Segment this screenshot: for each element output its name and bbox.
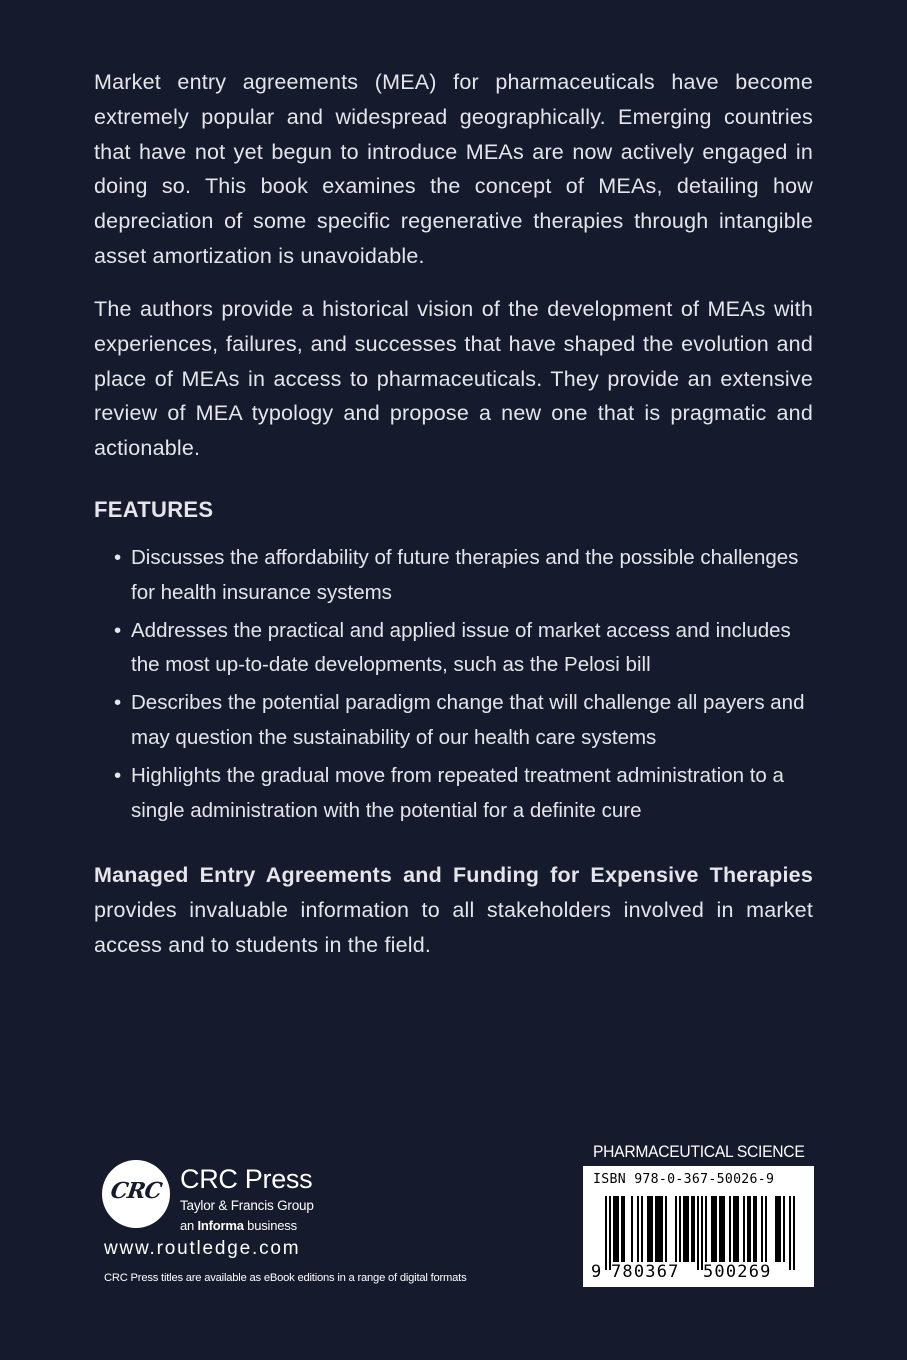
barcode-bar xyxy=(765,1196,767,1262)
barcode-bars xyxy=(605,1196,795,1262)
feature-text: Describes the potential paradigm change that will challenge all payers and may question the sustainability of our health care systems xyxy=(131,691,805,749)
barcode-bar xyxy=(641,1196,643,1262)
publisher-url[interactable]: www.routledge.com xyxy=(104,1238,301,1259)
barcode-bar xyxy=(609,1196,611,1270)
informa-suffix: business xyxy=(243,1218,297,1233)
barcode-bar xyxy=(623,1196,625,1262)
feature-item xyxy=(114,759,814,829)
bullet-icon: • xyxy=(114,763,122,787)
barcode-bar xyxy=(729,1196,731,1262)
barcode-digits-left: 780367 xyxy=(611,1262,680,1282)
barcode-bar xyxy=(687,1196,689,1262)
feature-item xyxy=(114,686,814,756)
barcode-bar xyxy=(723,1196,725,1262)
barcode-bar xyxy=(779,1196,781,1262)
barcode-bar xyxy=(605,1196,607,1270)
barcode-digit-lead: 9 xyxy=(591,1262,602,1282)
barcode-digits xyxy=(591,1262,806,1282)
barcode-bar xyxy=(705,1196,707,1262)
barcode-bar xyxy=(743,1196,745,1262)
barcode-bar xyxy=(789,1196,791,1270)
barcode-digits-right: 500269 xyxy=(703,1262,772,1282)
barcode-bar xyxy=(783,1196,785,1262)
barcode-bar xyxy=(665,1196,667,1262)
informa-prefix: an xyxy=(180,1218,198,1233)
barcode-bar xyxy=(737,1196,739,1262)
barcode-bar xyxy=(679,1196,681,1262)
barcode-bar xyxy=(701,1196,703,1270)
barcode-bar xyxy=(617,1196,619,1262)
closing-text: provides invaluable information to all stakeholders involved in market access and to students in the field. xyxy=(94,897,813,957)
bullet-icon: • xyxy=(114,546,122,569)
isbn-barcode xyxy=(583,1166,814,1287)
informa-name: Informa xyxy=(197,1218,244,1233)
barcode-bar xyxy=(715,1196,717,1262)
barcode-bar xyxy=(651,1196,653,1262)
barcode-bar xyxy=(631,1196,633,1262)
barcode-bar xyxy=(749,1196,751,1262)
barcode-bar xyxy=(755,1196,757,1262)
publisher-block xyxy=(102,1160,542,1290)
feature-text: Discusses the affordability of future therapies and the possible challenges for health insurance systems xyxy=(131,546,799,604)
bullet-icon: • xyxy=(114,618,122,642)
crc-logo-icon xyxy=(102,1160,170,1228)
book-title: Managed Entry Agreements and Funding for Expensive Therapies xyxy=(94,863,813,887)
feature-item xyxy=(114,614,814,684)
publisher-name: CRC Press xyxy=(180,1164,313,1194)
barcode-bar xyxy=(793,1196,795,1270)
features-list xyxy=(114,541,814,831)
publisher-informa-line xyxy=(180,1218,297,1233)
isbn-label: ISBN 978-0-367-50026-9 xyxy=(593,1172,775,1187)
barcode-bar xyxy=(661,1196,663,1262)
barcode-bar xyxy=(697,1196,699,1270)
barcode-bar xyxy=(675,1196,677,1262)
crc-logo-text: CRC xyxy=(109,1178,163,1204)
feature-text: Addresses the practical and applied issue of market access and includes the most up-to-date developments, such as the Pelosi bill xyxy=(131,618,791,677)
closing-paragraph xyxy=(94,858,813,962)
barcode-bar xyxy=(637,1196,639,1262)
ebook-note: CRC Press titles are available as eBook editions in a range of digital formats xyxy=(104,1272,467,1284)
feature-text: Highlights the gradual move from repeated treatment administration to a single administration with the potential for a definite cure xyxy=(131,763,784,822)
bullet-icon: • xyxy=(114,691,122,715)
features-heading: FEATURES xyxy=(94,497,214,522)
description-paragraph-2: The authors provide a historical vision of the development of MEAs with experiences, failures, and successes that have shaped the evolution and place of MEAs in access to pharmaceuticals. They provide an extensive review of MEA typology and propose a new one that is pragmatic and actionable. xyxy=(94,297,813,461)
description-paragraph-1: Market entry agreements (MEA) for pharmaceuticals have become extremely popular and widespread geographically. Emerging countries that have not yet begun to introduce MEAs are now actively engaged in doing so. This book examines the concept of MEAs, detailing how depreciation of some specific regenerative therapies through intangible asset amortization is unavoidable. xyxy=(94,70,813,268)
barcode-bar xyxy=(761,1196,763,1262)
publisher-group: Taylor & Francis Group xyxy=(180,1198,314,1213)
subject-category: PHARMACEUTICAL SCIENCE xyxy=(593,1142,805,1161)
barcode-bar xyxy=(693,1196,695,1262)
feature-item xyxy=(114,541,814,611)
